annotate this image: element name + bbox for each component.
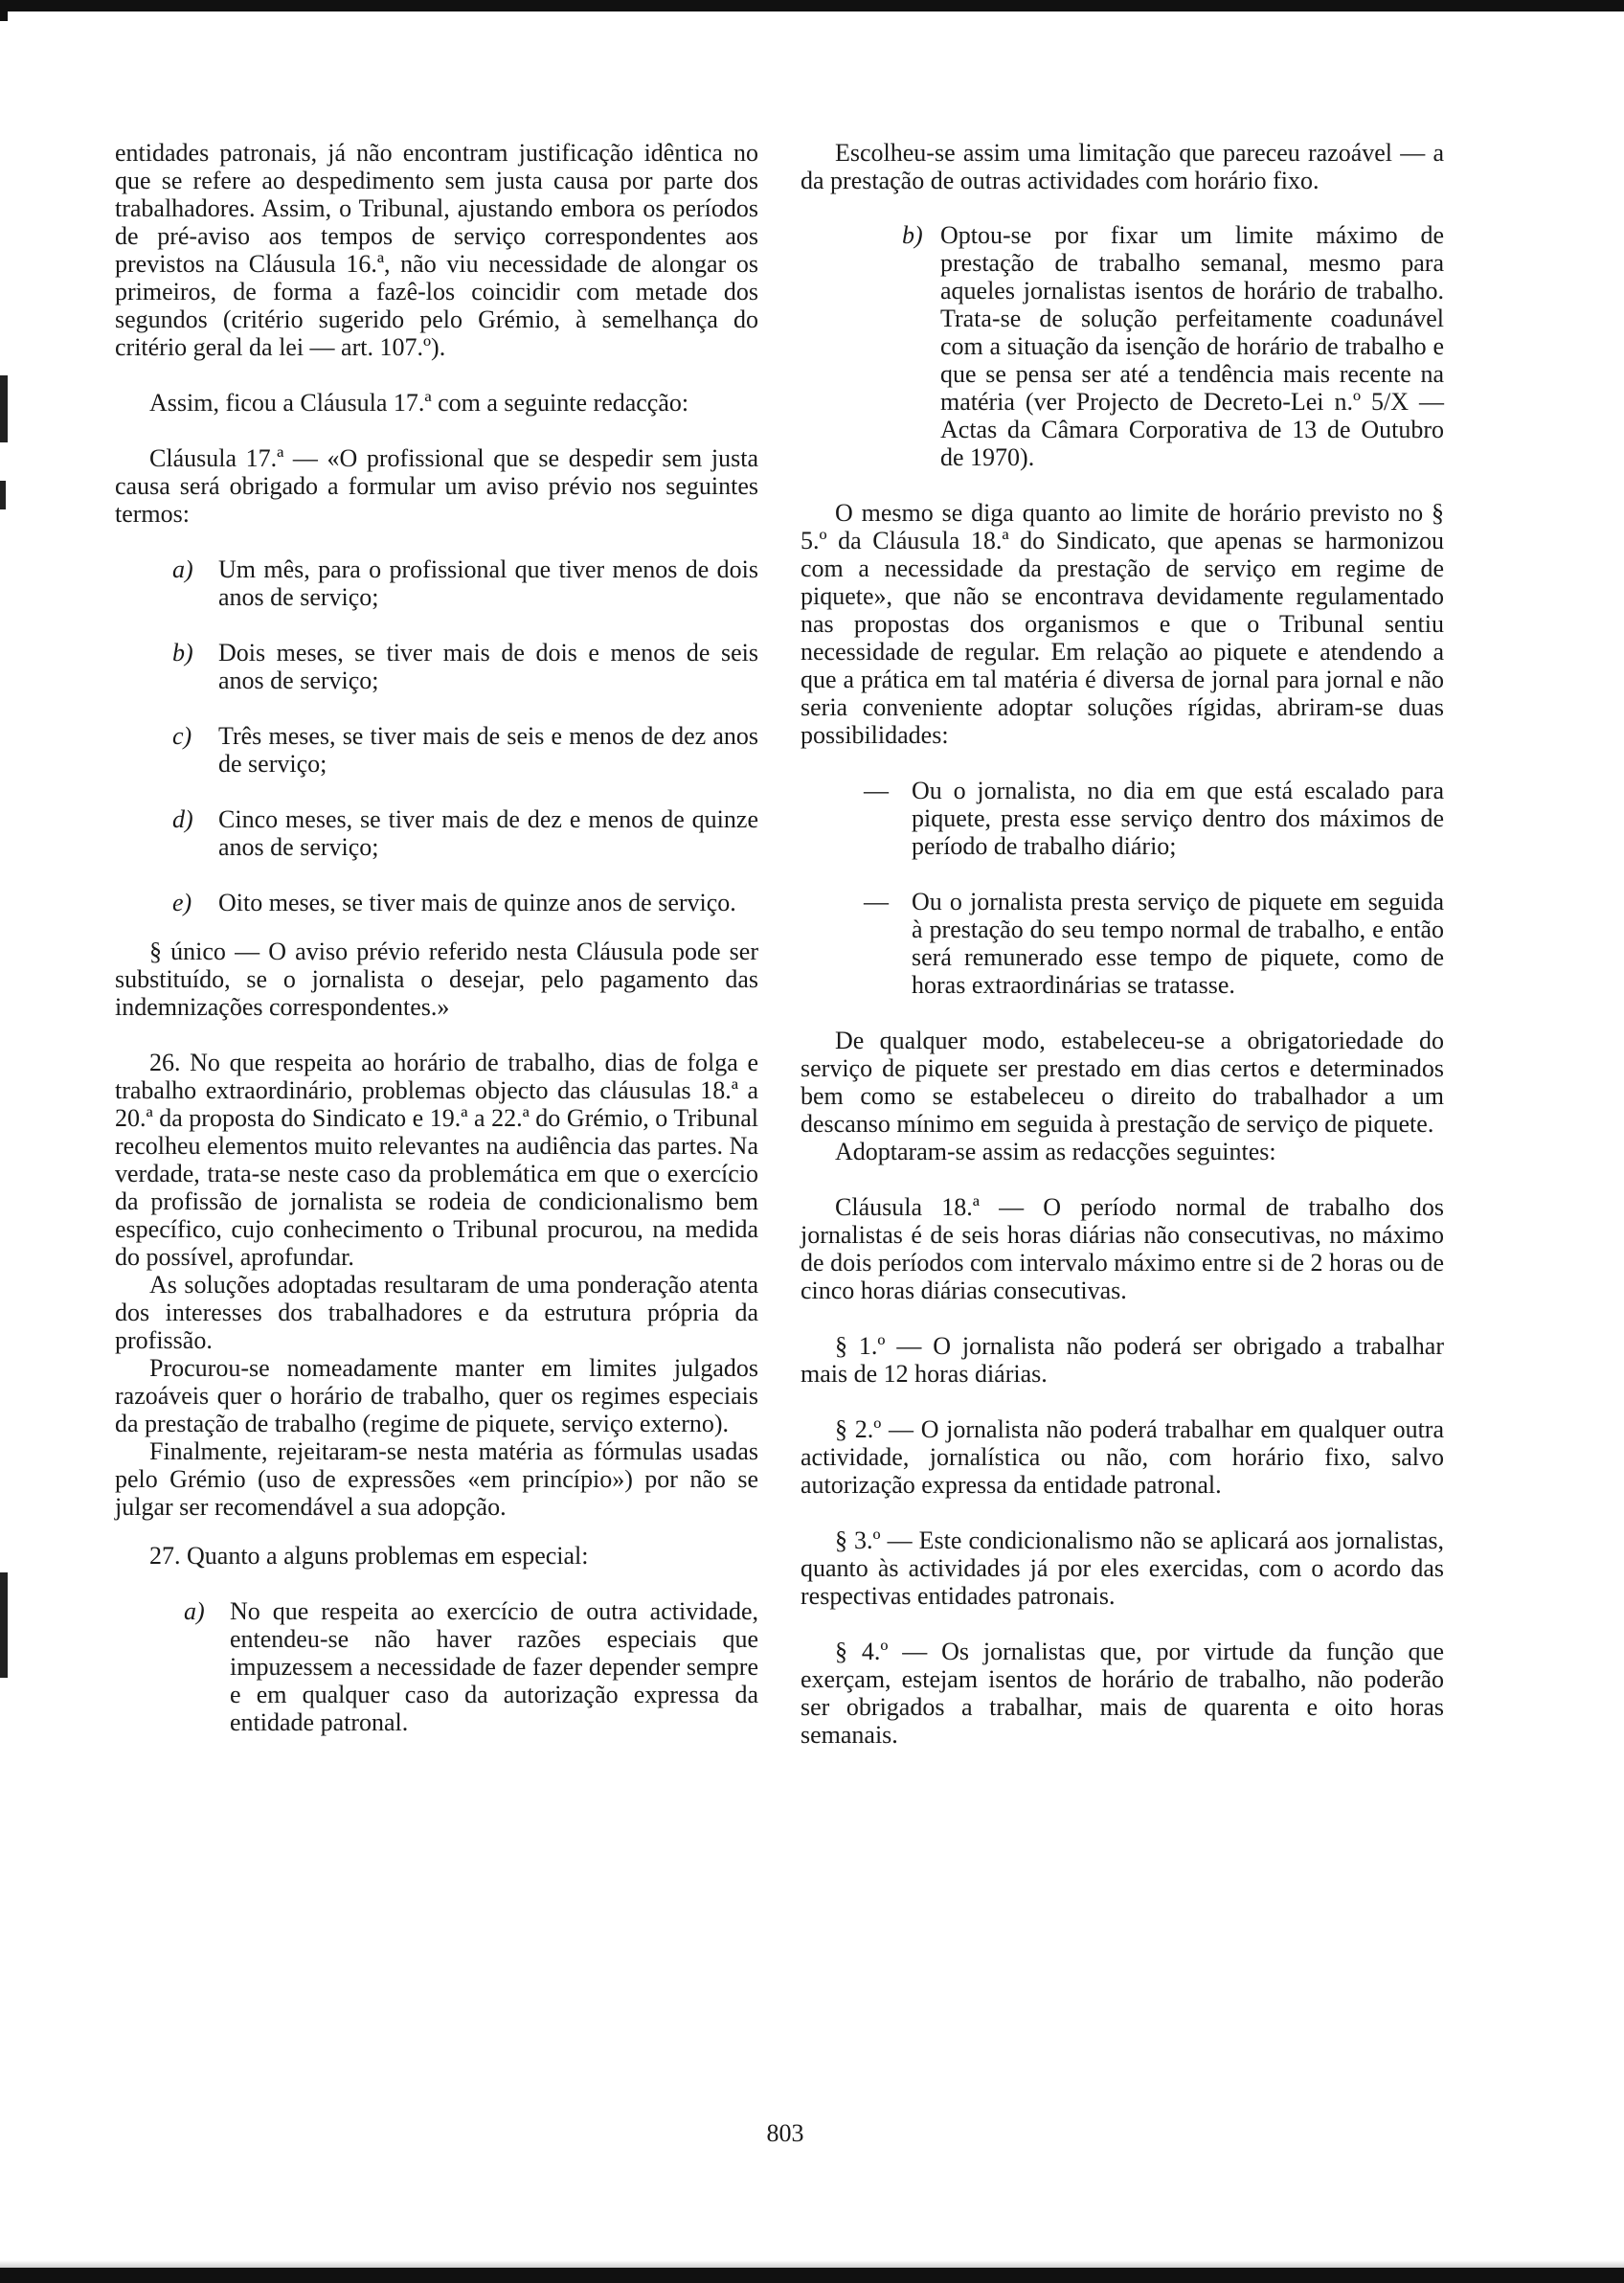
dash-item-label: — bbox=[864, 777, 889, 804]
paragraph-s3: § 3.º — Este condicionalismo não se aplicará aos jornalistas, quanto às actividades já por eles exercidas, com o acordo das respectivas entidades patronais. bbox=[801, 1526, 1444, 1610]
clause-item-label: e) bbox=[172, 889, 192, 916]
paragraph-solucoes: As soluções adoptadas resultaram de uma ponderação atenta dos interesses dos trabalhadores e da estrutura própria da profissão. bbox=[115, 1271, 758, 1354]
clause-item-label: c) bbox=[172, 722, 192, 750]
paragraph-assim: Assim, ficou a Cláusula 17.ª com a seguinte redacção: bbox=[149, 389, 689, 417]
clause-item-text: Três meses, se tiver mais de seis e menos de dez anos de serviço; bbox=[218, 722, 758, 778]
list-item-label: a) bbox=[184, 1597, 205, 1625]
paragraph-clausula-17: Cláusula 17.ª — «O profissional que se despedir sem justa causa será obrigado a formular um aviso prévio nos seguintes termos: bbox=[115, 444, 758, 528]
paragraph-qualquer: De qualquer modo, estabeleceu-se a obrigatoriedade do serviço de piquete ser prestado em dias certos e determinados bem como se estabeleceu o direito do trabalhador a um descanso mínimo em seguida à prestação de serviço de piquete. bbox=[801, 1027, 1444, 1138]
clause-item-label: d) bbox=[172, 805, 193, 833]
binding-mark bbox=[0, 1572, 8, 1678]
paragraph-s1: § 1.º — O jornalista não poderá ser obrigado a trabalhar mais de 12 horas diárias. bbox=[801, 1332, 1444, 1388]
paragraph-clausula-18: Cláusula 18.ª — O período normal de trabalho dos jornalistas é de seis horas diárias não consecutivas, no máximo de dois períodos com intervalo máximo entre si de 2 horas ou de cinco horas diárias consecutivas. bbox=[801, 1193, 1444, 1304]
list-item-label: b) bbox=[902, 221, 923, 249]
paragraph-unico: § único — O aviso prévio referido nesta Cláusula pode ser substituído, se o jornalista o desejar, pelo pagamento das indemnizações correspondentes.» bbox=[115, 938, 758, 1021]
clause-item bbox=[172, 805, 758, 861]
scan-bottom-shadow bbox=[0, 2260, 1624, 2268]
clause-item-text: Dois meses, se tiver mais de dois e menos de seis anos de serviço; bbox=[218, 639, 758, 694]
paragraph-finalmente: Finalmente, rejeitaram-se nesta matéria as fórmulas usadas pelo Grémio (uso de expressões «em princípio») por não se julgar ser recomendável a sua adopção. bbox=[115, 1437, 758, 1521]
clause-item-label: a) bbox=[172, 555, 193, 583]
clause-item bbox=[172, 639, 758, 694]
scan-bottom-border bbox=[0, 2268, 1624, 2283]
list-item-text: Optou-se por fixar um limite máximo de prestação de trabalho semanal, mesmo para aqueles jornalistas isentos de horário de trabalho. Trata-se de solução perfeitamente coadunável com a situação da isenção de horário de trabalho e que se pensa ser até a tendência mais recente na matéria (ver Projecto de Decreto-Lei n.º 5/X — Actas da Câmara Corporativa de 13 de Outubro de 1970). bbox=[940, 221, 1444, 471]
scan-top-border bbox=[8, 0, 1624, 11]
paragraph-s4: § 4.º — Os jornalistas que, por virtude da função que exerçam, estejam isentos de horário de trabalho, não poderão ser obrigados a trabalhar, mais de quarenta e oito horas semanais. bbox=[801, 1638, 1444, 1749]
clause-item bbox=[172, 722, 758, 778]
clause-item bbox=[172, 555, 758, 611]
list-item-b bbox=[902, 221, 1444, 471]
dash-item bbox=[864, 777, 1444, 860]
paragraph-s2: § 2.º — O jornalista não poderá trabalhar em qualquer outra actividade, jornalística ou não, com horário fixo, salvo autorização expressa da entidade patronal. bbox=[801, 1415, 1444, 1499]
scan-corner-mark bbox=[0, 0, 8, 21]
dash-item-text: Ou o jornalista presta serviço de piquete em seguida à prestação do seu tempo normal de trabalho, e então será remunerado esse tempo de piquete, como de horas extraordinárias se tratasse. bbox=[912, 888, 1444, 999]
paragraph-intro: entidades patronais, já não encontram justificação idêntica no que se refere ao despedimento sem justa causa por parte dos trabalhadores. Assim, o Tribunal, ajustando embora os períodos de pré-aviso aos tempos de serviço correspondentes aos previstos na Cláusula 16.ª, não viu necessidade de alongar os primeiros, de forma a fazê-los coincidir com metade dos segundos (critério sugerido pelo Grémio, à semelhança do critério geral da lei — art. 107.º). bbox=[115, 139, 758, 361]
paragraph-27: 27. Quanto a alguns problemas em especial: bbox=[149, 1542, 589, 1570]
clause-item-text: Um mês, para o profissional que tiver menos de dois anos de serviço; bbox=[218, 555, 758, 611]
page-number: 803 bbox=[766, 2119, 804, 2147]
paragraph-adoptaram: Adoptaram-se assim as redacções seguintes: bbox=[835, 1138, 1276, 1165]
right-column bbox=[801, 139, 1444, 1749]
dash-item bbox=[864, 888, 1444, 999]
clause-item-label: b) bbox=[172, 639, 193, 667]
paragraph-26: 26. No que respeita ao horário de trabalho, dias de folga e trabalho extraordinário, problemas objecto das cláusulas 18.ª a 20.ª da proposta do Sindicato e 19.ª a 22.ª do Grémio, o Tribunal recolheu elementos muito relevantes na audiência das partes. Na verdade, trata-se neste caso da problemática em que o exercício da profissão de jornalista se rodeia de condicionalismo bem específico, cujo conhecimento o Tribunal procurou, na medida do possível, aprofundar. bbox=[115, 1049, 758, 1271]
list-item-text: No que respeita ao exercício de outra actividade, entendeu-se não haver razões especiais que impuzessem a necessidade de fazer depender sempre e em qualquer caso da autorização expressa da entidade patronal. bbox=[230, 1597, 758, 1736]
clause-item-text: Cinco meses, se tiver mais de dez e menos de quinze anos de serviço; bbox=[218, 805, 758, 861]
clause-item-text: Oito meses, se tiver mais de quinze anos de serviço. bbox=[218, 889, 736, 916]
list-item-a bbox=[184, 1597, 758, 1736]
binding-mark bbox=[0, 481, 6, 509]
left-column bbox=[115, 139, 758, 1736]
paragraph-escolheu: Escolheu-se assim uma limitação que pareceu razoável — a da prestação de outras actividades com horário fixo. bbox=[801, 139, 1444, 194]
clause-item bbox=[172, 889, 758, 916]
paragraph-mesmo: O mesmo se diga quanto ao limite de horário previsto no § 5.º da Cláusula 18.ª do Sindicato, que apenas se harmonizou com a necessidade da prestação de serviço em regime de piquete», que não se encontrava devidamente regulamentado nas propostas dos organismos e que o Tribunal sentiu necessidade de regular. Em relação ao piquete e atendendo a que a prática em tal matéria é diversa de jornal para jornal e não seria conveniente adoptar soluções rígidas, abriram-se duas possibilidades: bbox=[801, 499, 1444, 749]
binding-edge bbox=[0, 21, 10, 2262]
binding-mark bbox=[0, 375, 8, 442]
dash-item-label: — bbox=[864, 888, 889, 915]
paragraph-procurou: Procurou-se nomeadamente manter em limites julgados razoáveis quer o horário de trabalho, quer os regimes especiais da prestação de trabalho (regime de piquete, serviço externo). bbox=[115, 1354, 758, 1437]
dash-item-text: Ou o jornalista, no dia em que está escalado para piquete, presta esse serviço dentro dos máximos de período de trabalho diário; bbox=[912, 777, 1444, 860]
